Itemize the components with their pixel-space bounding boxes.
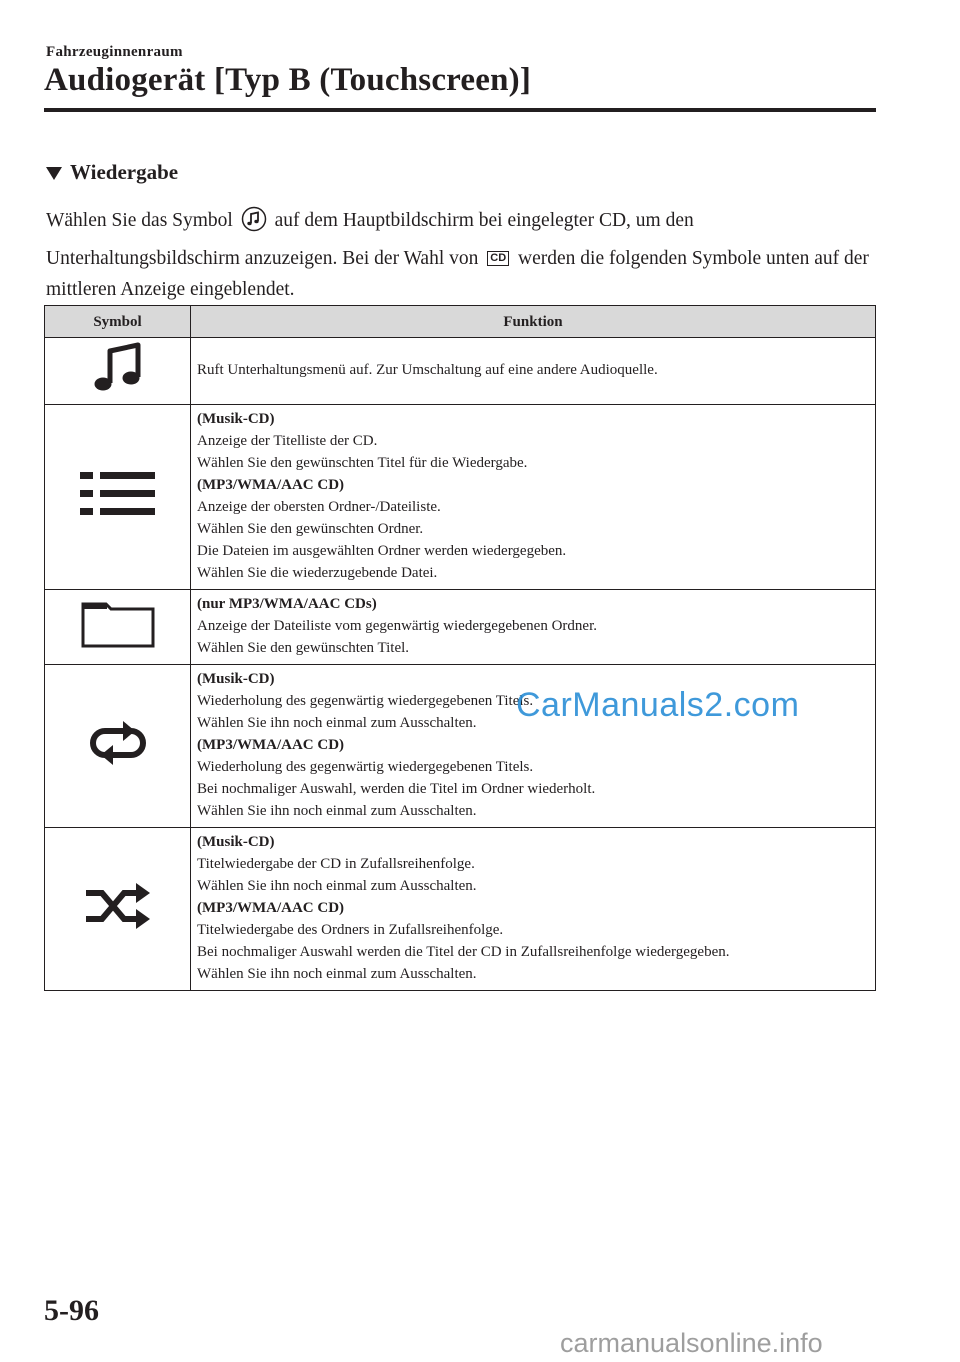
symbol-cell <box>45 405 191 590</box>
function-cell <box>191 338 876 405</box>
table-row <box>45 338 876 405</box>
footer-watermark: carmanualsonline.info <box>560 1328 823 1358</box>
function-line: Wählen Sie ihn noch einmal zum Ausschalten. <box>197 878 477 894</box>
function-subheading: (MP3/WMA/AAC CD) <box>197 477 345 493</box>
function-line: Bei nochmaliger Auswahl, werden die Titel im Ordner wiederholt. <box>197 781 596 797</box>
intro-text-3: werden die folgenden Symbole unten auf der mittleren Anzeige eingeblendet. <box>46 247 869 300</box>
page-title: Audiogerät [Typ B (Touchscreen)] <box>44 62 532 98</box>
function-line: Wählen Sie ihn noch einmal zum Ausschalten. <box>197 715 477 731</box>
list-icon <box>78 468 158 520</box>
symbol-cell <box>45 828 191 991</box>
title-rule <box>44 108 876 112</box>
symbol-cell <box>45 590 191 665</box>
table-row <box>45 590 876 665</box>
shuffle-icon <box>82 881 154 931</box>
function-line: Wählen Sie ihn noch einmal zum Ausschalten. <box>197 966 477 982</box>
function-subheading: (MP3/WMA/AAC CD) <box>197 900 345 916</box>
music-note-icon <box>241 206 267 243</box>
chapter-kicker: Fahrzeuginnenraum <box>46 44 183 60</box>
function-line: Wiederholung des gegenwärtig wiedergegebenen Titels. <box>197 693 534 709</box>
function-line: Die Dateien im ausgewählten Ordner werden wiedergegeben. <box>197 543 567 559</box>
table-row <box>45 405 876 590</box>
repeat-icon <box>83 719 153 767</box>
intro-paragraph <box>46 205 876 306</box>
function-line: Wählen Sie den gewünschten Titel. <box>197 640 410 656</box>
function-subheading: (MP3/WMA/AAC CD) <box>197 737 345 753</box>
music-note-icon <box>88 339 148 397</box>
function-subheading: (Musik-CD) <box>197 834 275 850</box>
page-number: 5-96 <box>44 1294 99 1327</box>
intro-text-1: Wählen Sie das Symbol <box>46 210 233 231</box>
symbol-cell <box>45 338 191 405</box>
table-row <box>45 828 876 991</box>
function-cell <box>191 828 876 991</box>
function-line: Ruft Unterhaltungsmenü auf. Zur Umschaltung auf eine andere Audioquelle. <box>197 362 658 378</box>
function-subheading: (Musik-CD) <box>197 411 275 427</box>
function-line: Wählen Sie den gewünschten Ordner. <box>197 521 424 537</box>
function-line: Wählen Sie ihn noch einmal zum Ausschalten. <box>197 803 477 819</box>
function-subheading: (Musik-CD) <box>197 671 275 687</box>
function-line: Wiederholung des gegenwärtig wiedergegebenen Titels. <box>197 759 534 775</box>
function-line: Anzeige der obersten Ordner-/Dateiliste. <box>197 499 441 515</box>
folder-icon <box>80 599 156 649</box>
function-line: Titelwiedergabe des Ordners in Zufallsreihenfolge. <box>197 922 504 938</box>
function-line: Wählen Sie die wiederzugebende Datei. <box>197 565 438 581</box>
column-header-symbol: Symbol <box>45 306 191 338</box>
function-line: Titelwiedergabe der CD in Zufallsreihenfolge. <box>197 856 475 872</box>
triangle-down-icon <box>46 167 62 180</box>
function-subheading: (nur MP3/WMA/AAC CDs) <box>197 596 377 612</box>
function-line: Anzeige der Dateiliste vom gegenwärtig wiedergegebenen Ordner. <box>197 618 597 634</box>
column-header-function: Funktion <box>191 306 876 338</box>
intro-text-2: auf dem Hauptbildschirm bei eingelegter CD, um den Unterhaltungsbildschirm anzuzeigen. Bei der Wahl von <box>46 210 694 269</box>
cd-icon: CD <box>487 251 509 266</box>
symbol-table <box>44 305 876 991</box>
section-title: Wiedergabe <box>70 160 179 184</box>
function-cell <box>191 405 876 590</box>
function-line: Bei nochmaliger Auswahl werden die Titel der CD in Zufallsreihenfolge wiedergegeben. <box>197 944 730 960</box>
function-line: Anzeige der Titelliste der CD. <box>197 433 378 449</box>
section-heading <box>46 160 178 185</box>
watermark-logo: CarManuals2.com <box>516 686 800 724</box>
function-cell <box>191 590 876 665</box>
function-line: Wählen Sie den gewünschten Titel für die Wiedergabe. <box>197 455 528 471</box>
symbol-cell <box>45 665 191 828</box>
